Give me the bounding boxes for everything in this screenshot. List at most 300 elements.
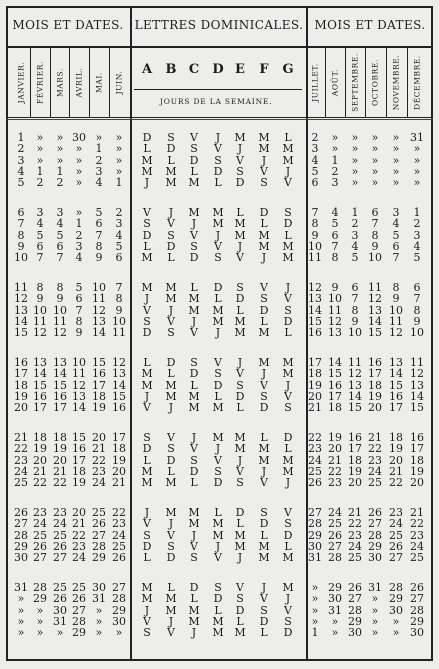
weekday-cell: V — [236, 367, 244, 381]
weekday-cell: V — [260, 281, 268, 294]
date-cell: 1 — [115, 176, 123, 190]
weekday-cell: D — [283, 431, 293, 444]
date-cell: 1 — [17, 131, 25, 144]
weekday-cell: M — [165, 378, 177, 392]
date-cell: 29 — [368, 539, 382, 553]
weekday-cell: V — [284, 292, 292, 306]
date-cell: 4 — [115, 228, 123, 242]
weekday-cell: S — [214, 581, 222, 594]
date-cell: » — [311, 614, 319, 628]
date-cell: 26 — [53, 592, 67, 606]
date-cell: 2 — [311, 131, 319, 144]
date-cell: 4 — [311, 153, 319, 167]
date-cell: 20 — [53, 453, 67, 467]
date-cell: 7 — [17, 217, 25, 231]
date-cell: 17 — [328, 389, 342, 403]
date-cell: 16 — [328, 378, 342, 392]
date-cell: 14 — [328, 356, 342, 369]
date-cell: 4 — [56, 217, 64, 231]
weekday-cell: M — [234, 528, 246, 542]
weekday-cell: D — [235, 292, 245, 306]
date-cell: 19 — [328, 431, 342, 444]
weekday-cell: M — [141, 378, 153, 392]
weekday-cell: V — [236, 581, 244, 594]
date-cell: » — [36, 614, 44, 628]
weekday-cell: L — [260, 217, 268, 231]
weekday-cell: D — [259, 517, 269, 531]
weekday-cell: L — [284, 539, 292, 553]
dominical-letter-e: E — [235, 62, 245, 77]
middle-header: LETTRES DOMINICALES. — [134, 18, 304, 32]
weekday-cell: J — [285, 164, 291, 178]
month-header-12: DÉCEMBRE. — [412, 55, 422, 110]
weekday-cell: L — [167, 251, 175, 265]
date-cell: » — [311, 603, 319, 617]
weekday-cell: D — [142, 131, 152, 144]
date-cell: 19 — [410, 464, 424, 478]
date-cell: 3 — [311, 142, 319, 156]
date-cell: 9 — [36, 292, 44, 306]
month-header-4: AVRIL. — [74, 67, 84, 98]
weekday-cell: S — [143, 217, 151, 231]
weekday-cell: J — [237, 142, 243, 156]
weekday-cell: L — [214, 176, 222, 190]
weekday-cell: L — [236, 614, 244, 628]
weekday-cell: L — [260, 314, 268, 328]
weekday-cell: J — [261, 153, 267, 167]
weekday-cell: M — [141, 464, 153, 478]
date-cell: 22 — [53, 476, 67, 490]
date-cell: 23 — [410, 528, 424, 542]
date-cell: 24 — [389, 517, 403, 531]
weekday-cell: L — [143, 239, 151, 253]
date-cell: 1 — [75, 217, 83, 231]
date-cell: 25 — [14, 476, 28, 490]
weekday-cell: L — [167, 581, 175, 594]
date-cell: 20 — [368, 401, 382, 415]
date-cell: 9 — [351, 314, 359, 328]
weekday-cell: V — [167, 217, 175, 231]
date-cell: 24 — [308, 453, 322, 467]
date-cell: 2 — [413, 217, 421, 231]
date-cell: 10 — [368, 251, 382, 265]
date-cell: 31 — [14, 581, 28, 594]
date-cell: 19 — [389, 442, 403, 456]
date-cell: 23 — [53, 506, 67, 519]
weekday-cell: J — [191, 626, 197, 640]
date-cell: 6 — [115, 251, 123, 265]
weekday-cell: M — [165, 603, 177, 617]
weekday-cell: J — [215, 539, 221, 553]
date-cell: 5 — [75, 281, 83, 294]
date-cell: 19 — [368, 389, 382, 403]
weekday-cell: M — [258, 356, 270, 369]
date-cell: » — [56, 153, 64, 167]
weekday-cell: L — [190, 592, 198, 606]
date-cell: 12 — [33, 326, 47, 340]
date-cell: 27 — [410, 592, 424, 606]
weekday-cell: V — [167, 314, 175, 328]
weekday-cell: J — [191, 431, 197, 444]
weekday-cell: L — [167, 153, 175, 167]
date-cell: 22 — [410, 517, 424, 531]
weekday-cell: M — [234, 626, 246, 640]
date-cell: 9 — [95, 251, 103, 265]
weekday-cell: M — [282, 239, 294, 253]
weekday-cell: V — [167, 528, 175, 542]
date-cell: 31 — [328, 603, 342, 617]
weekday-cell: J — [144, 603, 150, 617]
date-cell: 22 — [308, 431, 322, 444]
weekday-cell: M — [282, 581, 294, 594]
date-cell: 24 — [410, 539, 424, 553]
date-cell: 14 — [14, 314, 28, 328]
date-cell: 24 — [348, 539, 362, 553]
weekday-cell: M — [141, 592, 153, 606]
weekday-cell: S — [190, 356, 198, 369]
date-cell: 27 — [53, 551, 67, 565]
weekday-cell: L — [190, 476, 198, 490]
date-cell: 17 — [14, 367, 28, 381]
date-cell: 20 — [328, 442, 342, 456]
weekday-cell: D — [235, 176, 245, 190]
date-cell: 25 — [112, 539, 126, 553]
weekday-cell: M — [282, 464, 294, 478]
date-cell: 11 — [72, 367, 86, 381]
weekday-cell: J — [144, 292, 150, 306]
weekday-cell: D — [213, 164, 223, 178]
date-cell: 6 — [413, 281, 421, 294]
date-cell: 3 — [36, 206, 44, 219]
date-cell: 19 — [348, 464, 362, 478]
date-cell: 25 — [410, 551, 424, 565]
weekday-cell: L — [190, 164, 198, 178]
date-cell: 8 — [115, 292, 123, 306]
weekday-cell: M — [188, 506, 200, 519]
date-cell: » — [75, 206, 83, 219]
weekday-cell: V — [214, 453, 222, 467]
date-cell: 16 — [14, 356, 28, 369]
date-cell: 18 — [368, 378, 382, 392]
date-cell: 17 — [308, 356, 322, 369]
weekday-cell: S — [260, 292, 268, 306]
date-cell: » — [351, 153, 359, 167]
date-cell: 18 — [112, 442, 126, 456]
date-cell: » — [331, 142, 339, 156]
date-cell: 6 — [351, 281, 359, 294]
weekday-cell: S — [260, 176, 268, 190]
date-cell: 25 — [92, 506, 106, 519]
weekday-cell: M — [188, 614, 200, 628]
month-header-10: OCTOBRE. — [370, 59, 380, 106]
weekday-cell: L — [143, 142, 151, 156]
date-cell: 19 — [14, 389, 28, 403]
weekday-cell: J — [168, 614, 174, 628]
weekday-cell: J — [144, 506, 150, 519]
weekday-cell: L — [284, 228, 292, 242]
weekday-cell: S — [167, 228, 175, 242]
date-cell: 17 — [72, 453, 86, 467]
date-cell: » — [371, 592, 379, 606]
date-cell: 7 — [95, 228, 103, 242]
date-cell: 14 — [53, 367, 67, 381]
date-cell: 6 — [56, 239, 64, 253]
date-cell: 13 — [92, 314, 106, 328]
date-cell: 25 — [53, 581, 67, 594]
weekday-cell: D — [189, 464, 199, 478]
weekday-cell: D — [142, 228, 152, 242]
weekday-cell: J — [237, 356, 243, 369]
row-divider — [6, 119, 433, 120]
weekday-cell: V — [260, 592, 268, 606]
weekday-cell: M — [258, 131, 270, 144]
date-cell: 10 — [348, 326, 362, 340]
date-cell: 13 — [328, 326, 342, 340]
date-cell: 29 — [308, 528, 322, 542]
weekday-cell: L — [260, 626, 268, 640]
date-cell: 25 — [33, 528, 47, 542]
date-cell: 8 — [311, 217, 319, 231]
date-cell: 26 — [308, 476, 322, 490]
date-cell: 20 — [308, 389, 322, 403]
weekday-cell: J — [237, 453, 243, 467]
date-cell: 29 — [389, 592, 403, 606]
date-cell: 3 — [75, 239, 83, 253]
weekday-cell: S — [284, 614, 292, 628]
date-cell: 3 — [115, 217, 123, 231]
date-cell: » — [75, 142, 83, 156]
date-cell: 2 — [95, 153, 103, 167]
date-cell: 18 — [33, 431, 47, 444]
date-cell: 27 — [72, 603, 86, 617]
date-cell: » — [351, 131, 359, 144]
weekday-cell: S — [190, 239, 198, 253]
month-header-8: AOÛT. — [330, 68, 340, 97]
weekday-cell: L — [214, 603, 222, 617]
date-cell: » — [115, 153, 123, 167]
weekday-cell: S — [143, 314, 151, 328]
weekday-cell: V — [143, 401, 151, 415]
weekday-cell: L — [284, 326, 292, 340]
date-cell: 5 — [36, 228, 44, 242]
date-cell: 4 — [392, 217, 400, 231]
row-divider — [134, 89, 302, 90]
date-cell: 5 — [413, 251, 421, 265]
date-cell: » — [371, 153, 379, 167]
date-cell: 15 — [348, 401, 362, 415]
date-cell: 7 — [331, 239, 339, 253]
weekday-cell: S — [236, 164, 244, 178]
date-cell: 23 — [368, 453, 382, 467]
weekday-cell: L — [260, 431, 268, 444]
date-cell: 16 — [348, 431, 362, 444]
weekday-cell: V — [143, 517, 151, 531]
date-cell: 29 — [14, 539, 28, 553]
weekday-cell: S — [143, 626, 151, 640]
date-cell: 14 — [112, 378, 126, 392]
date-cell: 7 — [311, 206, 319, 219]
weekday-cell: S — [214, 251, 222, 265]
date-cell: » — [371, 626, 379, 640]
weekday-cell: V — [284, 176, 292, 190]
date-cell: 31 — [410, 131, 424, 144]
weekday-cell: M — [212, 217, 224, 231]
weekday-cell: M — [212, 626, 224, 640]
date-cell: 21 — [308, 401, 322, 415]
date-cell: 13 — [72, 389, 86, 403]
weekday-cell: V — [284, 389, 292, 403]
weekday-cell: M — [282, 367, 294, 381]
weekday-cell: J — [144, 389, 150, 403]
weekday-cell: J — [215, 131, 221, 144]
date-cell: 15 — [368, 326, 382, 340]
date-cell: 16 — [33, 389, 47, 403]
weekday-cell: M — [188, 389, 200, 403]
date-cell: 1 — [413, 206, 421, 219]
date-cell: » — [75, 153, 83, 167]
weekday-cell: M — [258, 239, 270, 253]
weekday-cell: D — [189, 251, 199, 265]
date-cell: 21 — [112, 476, 126, 490]
weekday-cell: V — [284, 506, 292, 519]
date-cell: 29 — [348, 614, 362, 628]
date-cell: 14 — [368, 314, 382, 328]
date-cell: 29 — [33, 592, 47, 606]
date-cell: 30 — [308, 539, 322, 553]
date-cell: 28 — [72, 614, 86, 628]
date-cell: 31 — [368, 581, 382, 594]
date-cell: » — [75, 176, 83, 190]
date-cell: 12 — [112, 356, 126, 369]
date-cell: 25 — [368, 476, 382, 490]
date-cell: » — [392, 131, 400, 144]
date-cell: 11 — [328, 303, 342, 317]
date-cell: 22 — [389, 476, 403, 490]
weekday-cell: J — [215, 326, 221, 340]
date-cell: 5 — [351, 251, 359, 265]
weekday-cell: V — [190, 228, 198, 242]
date-cell: 10 — [72, 356, 86, 369]
date-cell: » — [36, 153, 44, 167]
weekday-cell: M — [234, 431, 246, 444]
weekday-cell: M — [212, 431, 224, 444]
date-cell: 30 — [53, 603, 67, 617]
weekday-cell: V — [236, 251, 244, 265]
month-header-5: MAI. — [94, 72, 104, 93]
weekday-cell: S — [167, 131, 175, 144]
date-cell: 10 — [328, 292, 342, 306]
date-cell: 12 — [92, 303, 106, 317]
date-cell: 14 — [348, 389, 362, 403]
date-cell: 5 — [331, 217, 339, 231]
date-cell: 18 — [410, 453, 424, 467]
date-cell: 17 — [348, 442, 362, 456]
date-cell: » — [392, 614, 400, 628]
date-cell: 5 — [311, 164, 319, 178]
date-cell: » — [371, 164, 379, 178]
weekday-cell: D — [213, 378, 223, 392]
date-cell: » — [311, 592, 319, 606]
weekday-cell: S — [260, 603, 268, 617]
date-cell: 2 — [351, 217, 359, 231]
weekday-cell: M — [188, 401, 200, 415]
date-cell: 16 — [53, 389, 67, 403]
date-cell: 8 — [56, 281, 64, 294]
weekday-cell: M — [282, 142, 294, 156]
date-cell: » — [371, 176, 379, 190]
date-cell: 27 — [389, 551, 403, 565]
date-cell: » — [371, 142, 379, 156]
date-cell: 4 — [351, 239, 359, 253]
date-cell: 19 — [53, 442, 67, 456]
weekday-cell: M — [165, 476, 177, 490]
date-cell: 7 — [115, 281, 123, 294]
date-cell: 28 — [92, 539, 106, 553]
date-cell: 27 — [308, 506, 322, 519]
date-cell: 13 — [53, 356, 67, 369]
weekday-cell: L — [284, 442, 292, 456]
weekday-cell: M — [258, 142, 270, 156]
date-cell: 28 — [389, 581, 403, 594]
date-cell: 19 — [308, 378, 322, 392]
column-divider — [130, 6, 132, 661]
date-cell: 8 — [17, 228, 25, 242]
weekday-cell: M — [141, 367, 153, 381]
date-cell: » — [56, 626, 64, 640]
weekday-cell: M — [234, 326, 246, 340]
weekday-cell: D — [259, 303, 269, 317]
date-cell: 30 — [368, 551, 382, 565]
date-cell: 30 — [389, 603, 403, 617]
weekday-cell: J — [261, 581, 267, 594]
weekday-cell: D — [283, 528, 293, 542]
weekday-cell: M — [234, 228, 246, 242]
date-cell: 30 — [410, 626, 424, 640]
date-cell: 27 — [33, 551, 47, 565]
weekday-cell: D — [166, 356, 176, 369]
weekday-cell: V — [143, 614, 151, 628]
date-cell: 23 — [348, 528, 362, 542]
date-cell: 12 — [389, 326, 403, 340]
date-cell: 22 — [14, 442, 28, 456]
date-cell: 3 — [17, 153, 25, 167]
date-cell: 23 — [92, 464, 106, 478]
date-cell: 7 — [371, 217, 379, 231]
date-cell: 21 — [92, 442, 106, 456]
date-cell: 30 — [348, 626, 362, 640]
date-cell: 13 — [308, 292, 322, 306]
date-cell: 20 — [348, 476, 362, 490]
weekday-cell: M — [141, 581, 153, 594]
date-cell: 26 — [348, 581, 362, 594]
date-cell: 17 — [389, 401, 403, 415]
date-cell: 25 — [389, 528, 403, 542]
date-cell: 15 — [14, 326, 28, 340]
date-cell: » — [392, 176, 400, 190]
weekday-cell: S — [214, 464, 222, 478]
date-cell: 1 — [95, 142, 103, 156]
weekday-cell: M — [165, 164, 177, 178]
date-cell: 10 — [14, 251, 28, 265]
date-cell: » — [95, 626, 103, 640]
date-cell: » — [413, 142, 421, 156]
date-cell: 13 — [14, 303, 28, 317]
date-cell: 29 — [72, 626, 86, 640]
weekday-cell: M — [234, 539, 246, 553]
date-cell: 11 — [389, 314, 403, 328]
date-cell: » — [413, 176, 421, 190]
date-cell: 9 — [115, 303, 123, 317]
